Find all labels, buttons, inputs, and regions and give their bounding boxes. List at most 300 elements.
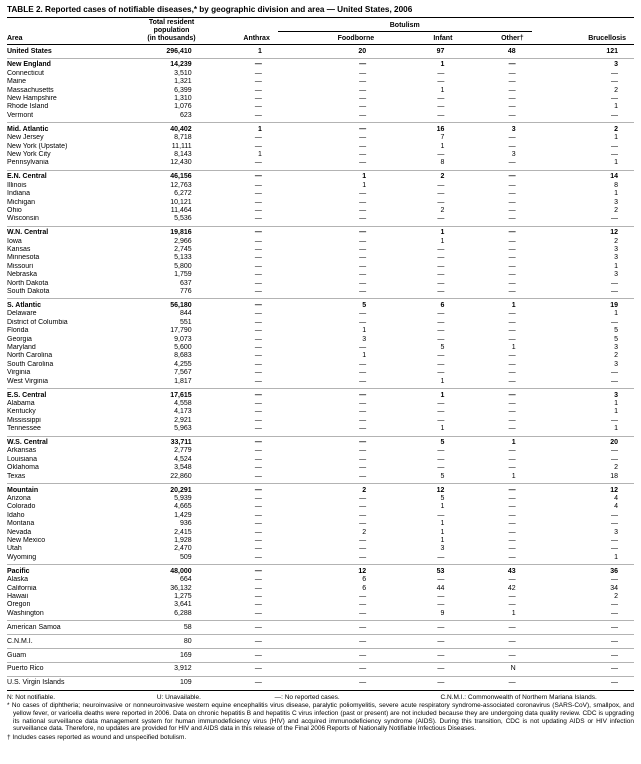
value-cell: — bbox=[508, 601, 516, 609]
value-cell: 11,464 bbox=[170, 206, 192, 214]
value-cell: 2,415 bbox=[174, 528, 192, 536]
value-cell: — bbox=[359, 511, 367, 519]
area-cell: Nebraska bbox=[7, 271, 37, 279]
table-title: TABLE 2. Reported cases of notifiable diseases,* by geographic division and area — United States, 2006 bbox=[7, 5, 413, 14]
value-cell: — bbox=[254, 279, 262, 287]
value-cell: — bbox=[254, 584, 262, 592]
table-row bbox=[7, 400, 634, 408]
value-cell: — bbox=[254, 553, 262, 561]
value-cell: 16 bbox=[436, 125, 445, 133]
value-cell: 1 bbox=[440, 61, 445, 69]
value-cell: — bbox=[508, 651, 516, 659]
value-cell: 2 bbox=[614, 237, 618, 245]
value-cell: — bbox=[611, 111, 618, 119]
value-cell: 1 bbox=[440, 425, 445, 433]
table-row bbox=[7, 676, 634, 690]
value-cell: — bbox=[254, 86, 262, 94]
table-row bbox=[7, 95, 634, 103]
value-cell: 936 bbox=[179, 520, 192, 528]
table-row bbox=[7, 662, 634, 676]
area-cell: West Virginia bbox=[7, 377, 48, 385]
area-cell: Georgia bbox=[7, 335, 32, 343]
value-cell: — bbox=[611, 279, 618, 287]
value-cell: 664 bbox=[179, 576, 192, 584]
table-row bbox=[7, 537, 634, 545]
value-cell: — bbox=[254, 78, 262, 86]
value-cell: — bbox=[254, 344, 262, 351]
value-cell: — bbox=[508, 159, 516, 167]
value-cell: — bbox=[359, 111, 367, 119]
value-cell: 637 bbox=[179, 279, 192, 287]
value-cell: 11,111 bbox=[171, 142, 192, 150]
table-row bbox=[7, 576, 634, 584]
value-cell: 43 bbox=[507, 567, 516, 575]
value-cell: — bbox=[508, 229, 516, 237]
value-cell: 3 bbox=[614, 254, 618, 262]
table-row bbox=[7, 473, 634, 484]
value-cell: 22,860 bbox=[170, 472, 192, 480]
value-cell: 1 bbox=[614, 190, 618, 198]
value-cell: 5 bbox=[362, 301, 367, 309]
table-row bbox=[7, 361, 634, 369]
area-cell: Maine bbox=[7, 78, 27, 86]
value-cell: — bbox=[254, 360, 262, 368]
value-cell: — bbox=[508, 198, 516, 206]
value-cell: — bbox=[508, 310, 516, 318]
table-row bbox=[7, 78, 634, 86]
value-cell: — bbox=[359, 553, 367, 561]
value-cell: 9,073 bbox=[174, 335, 192, 343]
value-cell: 5 bbox=[614, 327, 618, 335]
value-cell: — bbox=[254, 408, 262, 416]
value-cell: — bbox=[359, 344, 367, 351]
value-cell: — bbox=[359, 206, 367, 214]
area-cell: Hawaii bbox=[7, 592, 29, 600]
value-cell: — bbox=[508, 425, 516, 433]
value-cell: 1 bbox=[440, 520, 445, 528]
value-cell: — bbox=[359, 279, 367, 287]
value-cell: — bbox=[254, 399, 262, 407]
area-cell: Montana bbox=[7, 520, 35, 528]
footnotes bbox=[7, 694, 634, 742]
table-row bbox=[7, 263, 634, 271]
value-cell: 2 bbox=[614, 206, 618, 214]
value-cell: 44 bbox=[436, 584, 445, 592]
value-cell: — bbox=[508, 111, 516, 119]
area-cell: New England bbox=[7, 61, 51, 69]
value-cell: — bbox=[359, 369, 367, 377]
value-cell: — bbox=[359, 537, 367, 545]
value-cell: — bbox=[508, 142, 516, 150]
value-cell: — bbox=[508, 553, 516, 561]
value-cell: — bbox=[508, 416, 516, 424]
value-cell: — bbox=[254, 472, 262, 480]
division-group bbox=[7, 649, 634, 663]
value-cell: 1 bbox=[257, 125, 262, 133]
table-row bbox=[7, 87, 634, 95]
table-row bbox=[7, 456, 634, 464]
value-cell: — bbox=[611, 576, 618, 584]
value-cell: — bbox=[359, 592, 367, 600]
value-cell: — bbox=[359, 103, 367, 111]
table-row bbox=[7, 190, 634, 198]
value-cell: — bbox=[611, 377, 618, 385]
division-group bbox=[7, 123, 634, 171]
value-cell: 8 bbox=[614, 181, 618, 189]
area-cell: California bbox=[7, 584, 37, 592]
value-cell: 3 bbox=[614, 198, 618, 206]
value-cell: 6,272 bbox=[174, 190, 192, 198]
area-cell: Puerto Rico bbox=[7, 665, 44, 673]
value-cell: — bbox=[508, 360, 516, 368]
value-cell: — bbox=[437, 592, 445, 600]
value-cell: — bbox=[359, 609, 367, 617]
value-cell: 2 bbox=[614, 464, 618, 472]
value-cell: — bbox=[508, 318, 516, 326]
value-cell: 20,291 bbox=[170, 486, 192, 494]
value-cell: — bbox=[359, 665, 367, 673]
value-cell: 2 bbox=[440, 206, 445, 214]
value-cell: 6,288 bbox=[174, 609, 192, 617]
population-header-line: population bbox=[153, 27, 190, 34]
value-cell: — bbox=[611, 545, 618, 553]
value-cell: — bbox=[254, 69, 262, 77]
value-cell: — bbox=[437, 553, 445, 561]
value-cell: 80 bbox=[183, 637, 192, 645]
value-cell: — bbox=[508, 279, 516, 287]
value-cell: 844 bbox=[179, 310, 192, 318]
reported-cases-table bbox=[7, 17, 634, 691]
area-cell: Missouri bbox=[7, 262, 34, 270]
value-cell: — bbox=[254, 425, 262, 433]
value-cell: 6,399 bbox=[174, 86, 192, 94]
value-cell: — bbox=[359, 134, 367, 142]
value-cell: 121 bbox=[606, 47, 618, 55]
value-cell: — bbox=[254, 181, 262, 189]
value-cell: 8,143 bbox=[174, 150, 192, 158]
value-cell: 2,779 bbox=[174, 447, 192, 455]
area-cell: Guam bbox=[7, 651, 27, 659]
area-cell: Arkansas bbox=[7, 447, 37, 455]
value-cell: — bbox=[611, 601, 618, 609]
area-cell: U.S. Virgin Islands bbox=[7, 679, 65, 687]
value-cell: 2 bbox=[614, 125, 618, 133]
area-cell: E.S. Central bbox=[7, 391, 47, 399]
value-cell: — bbox=[254, 318, 262, 326]
table-row bbox=[7, 199, 634, 207]
value-cell: 1 bbox=[440, 86, 445, 94]
area-cell: New Mexico bbox=[7, 537, 46, 545]
value-cell: 2 bbox=[440, 173, 445, 181]
value-cell: — bbox=[254, 637, 262, 645]
value-cell: 12,430 bbox=[170, 159, 192, 167]
value-cell: — bbox=[254, 545, 262, 553]
value-cell: — bbox=[437, 576, 445, 584]
value-cell: 4,255 bbox=[174, 360, 192, 368]
value-cell: — bbox=[254, 95, 262, 103]
value-cell: — bbox=[359, 520, 367, 528]
value-cell: 36,132 bbox=[170, 584, 192, 592]
value-cell: 48 bbox=[507, 47, 516, 55]
value-cell: 169 bbox=[179, 651, 192, 659]
value-cell: 58 bbox=[183, 623, 192, 631]
table-row bbox=[7, 635, 634, 649]
value-cell: 36 bbox=[610, 567, 618, 575]
value-cell: — bbox=[359, 377, 367, 385]
value-cell: — bbox=[437, 601, 445, 609]
table-row bbox=[7, 336, 634, 344]
value-cell: 1 bbox=[440, 229, 445, 237]
area-cell: South Carolina bbox=[7, 360, 54, 368]
area-cell: Nevada bbox=[7, 528, 32, 536]
value-cell: 6 bbox=[362, 584, 367, 592]
table-row bbox=[7, 70, 634, 78]
value-cell: 4 bbox=[614, 495, 618, 502]
value-cell: — bbox=[508, 262, 516, 270]
value-cell: — bbox=[508, 464, 516, 472]
value-cell: — bbox=[437, 103, 445, 111]
value-cell: 48,000 bbox=[170, 567, 192, 575]
value-cell: — bbox=[359, 310, 367, 318]
value-cell: 12 bbox=[610, 486, 618, 494]
value-cell: — bbox=[254, 520, 262, 528]
value-cell: 5,600 bbox=[174, 344, 192, 351]
value-cell: 1 bbox=[614, 399, 618, 407]
value-cell: — bbox=[508, 391, 516, 399]
value-cell: — bbox=[254, 601, 262, 609]
value-cell: — bbox=[254, 246, 262, 254]
table-row bbox=[7, 649, 634, 663]
area-cell: Connecticut bbox=[7, 69, 44, 77]
value-cell: — bbox=[254, 288, 262, 296]
value-cell: 9 bbox=[440, 609, 445, 617]
value-cell: 509 bbox=[179, 553, 192, 561]
division-group bbox=[7, 58, 634, 122]
area-cell: Indiana bbox=[7, 190, 30, 198]
value-cell: — bbox=[508, 134, 516, 142]
table-row bbox=[7, 143, 634, 151]
value-cell: — bbox=[508, 377, 516, 385]
area-cell: S. Atlantic bbox=[7, 301, 41, 309]
value-cell: — bbox=[611, 288, 618, 296]
value-cell: — bbox=[508, 206, 516, 214]
table-row bbox=[7, 425, 634, 436]
value-cell: 1 bbox=[362, 327, 367, 335]
value-cell: — bbox=[254, 651, 262, 659]
division-group bbox=[7, 484, 634, 565]
value-cell: 5,536 bbox=[174, 215, 192, 223]
table-row bbox=[7, 389, 634, 400]
value-cell: — bbox=[254, 271, 262, 279]
value-cell: — bbox=[359, 623, 367, 631]
value-cell: — bbox=[359, 271, 367, 279]
value-cell: 4,665 bbox=[174, 503, 192, 511]
area-cell: New York City bbox=[7, 150, 51, 158]
value-cell: 3 bbox=[614, 528, 618, 536]
value-cell: — bbox=[437, 352, 445, 360]
value-cell: 42 bbox=[507, 584, 516, 592]
value-cell: — bbox=[508, 173, 516, 181]
value-cell: — bbox=[611, 520, 618, 528]
value-cell: 17,615 bbox=[170, 391, 192, 399]
value-cell: 14 bbox=[610, 173, 618, 181]
value-cell: — bbox=[359, 125, 367, 133]
value-cell: 551 bbox=[179, 318, 192, 326]
value-cell: — bbox=[508, 95, 516, 103]
table-row bbox=[7, 464, 634, 472]
value-cell: — bbox=[508, 486, 516, 494]
table-row bbox=[7, 271, 634, 279]
value-cell: 20 bbox=[610, 439, 618, 447]
value-cell: — bbox=[437, 408, 445, 416]
value-cell: — bbox=[359, 95, 367, 103]
value-cell: — bbox=[254, 229, 262, 237]
value-cell: 3 bbox=[362, 335, 367, 343]
value-cell: — bbox=[254, 679, 262, 687]
value-cell: 1 bbox=[614, 262, 618, 270]
value-cell: 1 bbox=[440, 142, 445, 150]
table-row bbox=[7, 484, 634, 495]
value-cell: 1 bbox=[614, 425, 618, 433]
area-cell: New York (Upstate) bbox=[7, 142, 68, 150]
legend-unavailable: U: Unavailable. bbox=[156, 693, 201, 701]
area-cell: Maryland bbox=[7, 344, 36, 351]
value-cell: — bbox=[254, 447, 262, 455]
value-cell: 3 bbox=[614, 391, 618, 399]
legend-cnmi: C.N.M.I.: Commonwealth of Northern Mariana Islands. bbox=[440, 693, 597, 701]
area-cell: United States bbox=[7, 47, 52, 55]
value-cell: 1,817 bbox=[174, 377, 192, 385]
value-cell: 46,156 bbox=[170, 173, 192, 181]
area-cell: Idaho bbox=[7, 511, 25, 519]
value-cell: — bbox=[611, 416, 618, 424]
area-cell: Texas bbox=[7, 472, 26, 480]
table-row bbox=[7, 58, 634, 69]
value-cell: — bbox=[508, 511, 516, 519]
value-cell: — bbox=[611, 609, 618, 617]
area-cell: Arizona bbox=[7, 495, 31, 502]
value-cell: 8,683 bbox=[174, 352, 192, 360]
value-cell: — bbox=[437, 310, 445, 318]
value-cell: 1 bbox=[440, 528, 445, 536]
footnote-legend bbox=[7, 694, 634, 702]
value-cell: 19,816 bbox=[170, 229, 192, 237]
table-row bbox=[7, 299, 634, 310]
area-cell: North Carolina bbox=[7, 352, 53, 360]
area-cell: Louisiana bbox=[7, 455, 37, 463]
footnote-asterisk: * No cases of diphtheria; neuroinvasive or nonneuroinvasive western equine encephalitis virus disease, paralytic poliomyelitis, severe acute respiratory syndrome-associated coronavirus (SARS-CoV), smallpox, and yellow fever, or varicella deaths were reported in 2006. Data on chronic hepatitis B and hepatitis C virus infection (past or present) are not included because they are undergoing data quality review. CDC is upgrading its national surveillance data management system for human immunodeficiency virus (HIV) and acquired immunodeficiency syndrome (AIDS). During this transition, CDC is not updating AIDS or HIV infection surveillance data. Therefore, no updates are provided for HIV and AIDS data in this release of the Final 2006 Reports of Nationally Notifiable Infectious Diseases. bbox=[7, 702, 634, 733]
value-cell: 33,711 bbox=[170, 439, 192, 447]
area-cell: Wisconsin bbox=[7, 215, 39, 223]
value-cell: 1,321 bbox=[174, 78, 192, 86]
value-cell: — bbox=[611, 455, 618, 463]
value-cell: — bbox=[254, 576, 262, 584]
table-row bbox=[7, 545, 634, 553]
value-cell: 296,410 bbox=[166, 47, 192, 55]
value-cell: — bbox=[359, 254, 367, 262]
value-cell: — bbox=[508, 288, 516, 296]
division-group bbox=[7, 621, 634, 635]
col-header-other: Other† bbox=[501, 35, 524, 42]
value-cell: 3 bbox=[614, 61, 618, 69]
value-cell: — bbox=[359, 318, 367, 326]
area-cell: Mountain bbox=[7, 486, 39, 494]
value-cell: — bbox=[508, 181, 516, 189]
value-cell: — bbox=[359, 637, 367, 645]
table-row bbox=[7, 436, 634, 447]
value-cell: 2 bbox=[362, 486, 367, 494]
area-cell: Illinois bbox=[7, 181, 27, 189]
value-cell: 7,567 bbox=[174, 369, 192, 377]
value-cell: 1 bbox=[511, 472, 516, 480]
table-row bbox=[7, 565, 634, 576]
value-cell: — bbox=[254, 142, 262, 150]
table-row bbox=[7, 352, 634, 360]
value-cell: — bbox=[508, 190, 516, 198]
value-cell: — bbox=[359, 288, 367, 296]
area-cell: W.N. Central bbox=[7, 229, 49, 237]
table-row bbox=[7, 319, 634, 327]
area-cell: Oregon bbox=[7, 601, 31, 609]
value-cell: — bbox=[359, 246, 367, 254]
value-cell: 3 bbox=[511, 125, 516, 133]
value-cell: 5 bbox=[440, 439, 445, 447]
value-cell: — bbox=[359, 679, 367, 687]
area-cell: District of Columbia bbox=[7, 318, 68, 326]
legend-not-notifiable: N: Not notifiable. bbox=[7, 693, 56, 701]
table-row bbox=[7, 378, 634, 389]
value-cell: — bbox=[437, 215, 445, 223]
value-cell: — bbox=[508, 335, 516, 343]
area-cell: Rhode Island bbox=[7, 103, 49, 111]
area-cell: North Dakota bbox=[7, 279, 49, 287]
table-row bbox=[7, 170, 634, 181]
value-cell: 1 bbox=[614, 408, 618, 416]
value-cell: — bbox=[254, 262, 262, 270]
value-cell: — bbox=[254, 609, 262, 617]
value-cell: — bbox=[437, 327, 445, 335]
value-cell: — bbox=[611, 623, 618, 631]
value-cell: — bbox=[437, 447, 445, 455]
value-cell: 1 bbox=[614, 159, 618, 167]
value-cell: — bbox=[437, 198, 445, 206]
value-cell: 5,133 bbox=[174, 254, 192, 262]
value-cell: — bbox=[437, 416, 445, 424]
value-cell: — bbox=[359, 150, 367, 158]
value-cell: — bbox=[254, 455, 262, 463]
area-cell: Alaska bbox=[7, 576, 29, 584]
value-cell: — bbox=[254, 310, 262, 318]
value-cell: — bbox=[254, 665, 262, 673]
value-cell: — bbox=[359, 416, 367, 424]
value-cell: 1 bbox=[511, 301, 516, 309]
division-group bbox=[7, 662, 634, 676]
value-cell: — bbox=[254, 254, 262, 262]
value-cell: — bbox=[611, 318, 618, 326]
value-cell: — bbox=[437, 360, 445, 368]
col-header-infant: Infant bbox=[433, 35, 453, 42]
value-cell: — bbox=[437, 95, 445, 103]
value-cell: — bbox=[254, 464, 262, 472]
area-cell: Vermont bbox=[7, 111, 34, 119]
value-cell: 3 bbox=[614, 271, 618, 279]
value-cell: 3 bbox=[614, 344, 618, 351]
value-cell: — bbox=[437, 318, 445, 326]
area-cell: Virginia bbox=[7, 369, 31, 377]
area-cell: Michigan bbox=[7, 198, 36, 206]
table-row bbox=[7, 408, 634, 416]
value-cell: — bbox=[508, 86, 516, 94]
